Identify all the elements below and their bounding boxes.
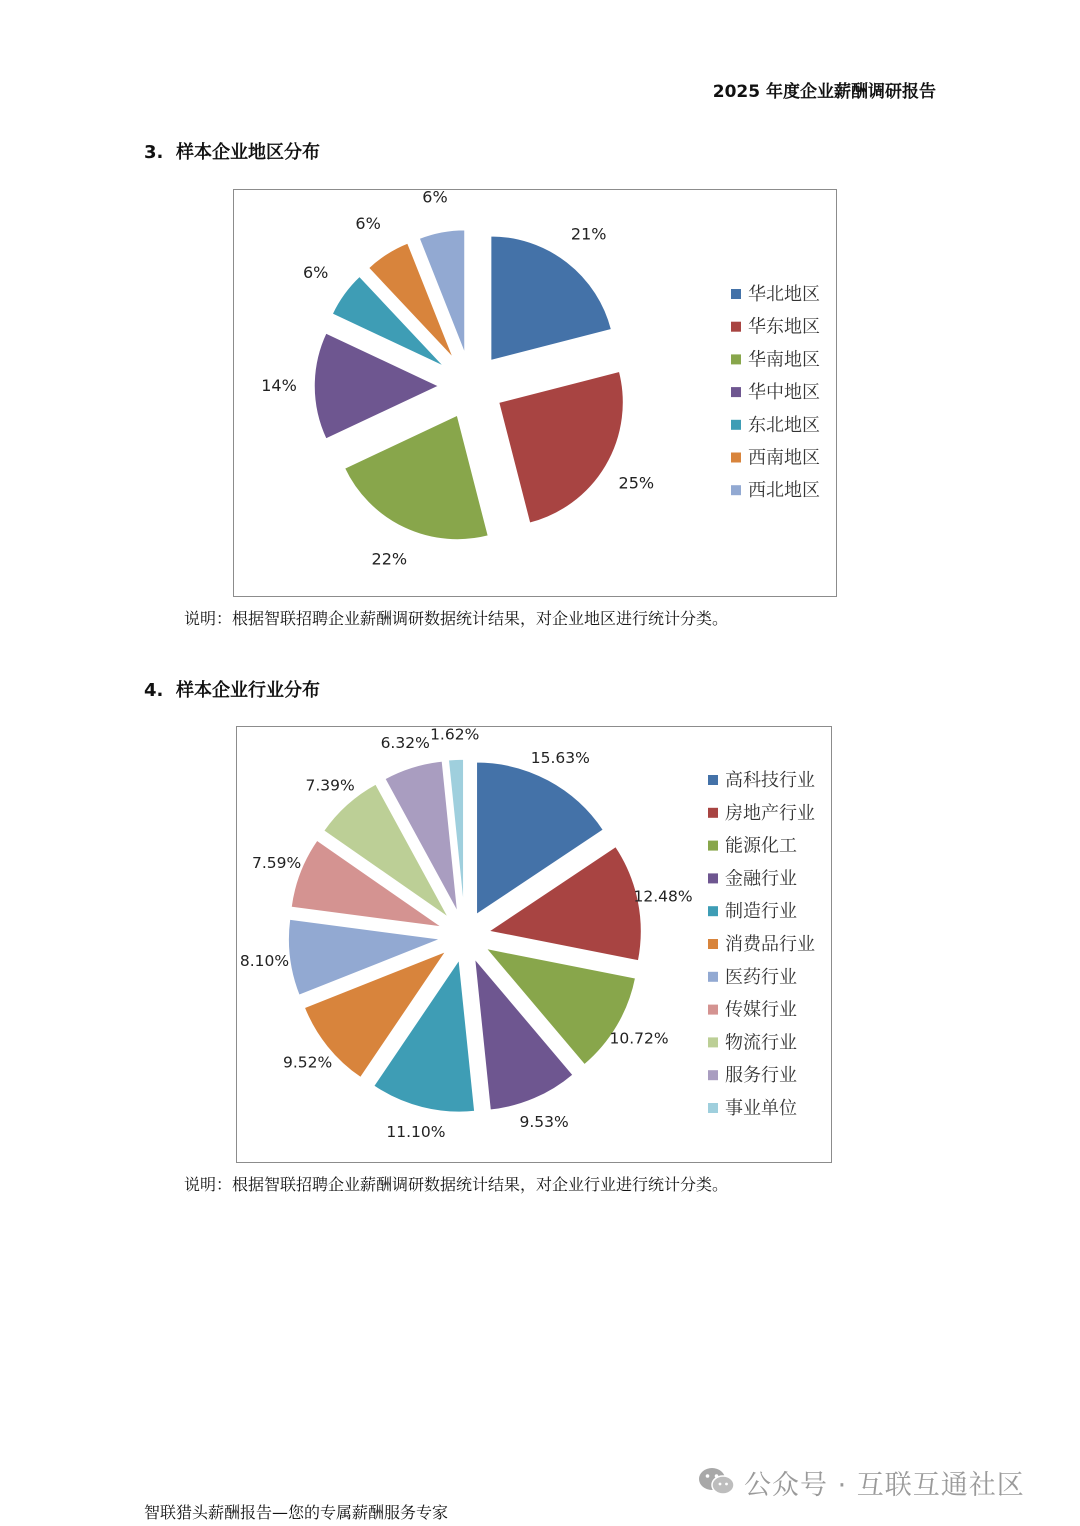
legend-swatch [708, 1070, 718, 1080]
legend-label: 服务行业 [725, 1065, 797, 1087]
legend-item-2 [731, 317, 820, 338]
data-label-6: 9.52% [282, 1053, 333, 1072]
data-label-4: 9.53% [519, 1112, 569, 1131]
region-pie-svg [234, 190, 838, 598]
legend-label: 金融行业 [725, 868, 797, 890]
legend-label: 西南地区 [748, 447, 820, 469]
legend-item-3 [731, 348, 820, 370]
legend-label: 华中地区 [748, 382, 820, 404]
data-label-8: 7.59% [251, 854, 302, 873]
legend-label: 医药行业 [725, 966, 797, 988]
data-label-9: 7.39% [305, 776, 355, 795]
legend-item-6 [731, 447, 820, 469]
footer-tagline: 智联猎头薪酬报告—您的专属薪酬服务专家 [144, 1503, 449, 1522]
report-title: 2025 年度企业薪酬调研报告 [712, 82, 936, 102]
legend-swatch [731, 387, 741, 397]
legend-label: 传媒行业 [725, 999, 797, 1021]
data-label-11: 1.62% [430, 727, 480, 744]
legend-swatch [708, 1037, 718, 1047]
legend-swatch [731, 420, 741, 430]
legend-item-11 [708, 1098, 797, 1119]
legend-label: 西北地区 [748, 480, 820, 502]
watermark [698, 1462, 1025, 1502]
pie-slice-2 [499, 371, 624, 523]
region-chart-note: 说明：根据智联招聘企业薪酬调研数据统计结果，对企业地区进行统计分类。 [184, 609, 729, 628]
data-label-5: 6% [303, 263, 329, 283]
watermark-text: 公众号 · 互联互通社区 [744, 1469, 1025, 1501]
wechat-icon [698, 1466, 736, 1498]
legend-swatch [708, 808, 718, 818]
data-label-7: 8.10% [239, 951, 290, 970]
legend-swatch [708, 1005, 718, 1015]
legend-swatch [708, 972, 718, 982]
industry-chart-note: 说明：根据智联招聘企业薪酬调研数据统计结果，对企业行业进行统计分类。 [184, 1175, 729, 1194]
data-label-2: 12.48% [633, 887, 693, 906]
legend-item-3 [708, 836, 797, 857]
legend-item-7 [731, 480, 820, 501]
pie-slice-3 [344, 415, 488, 540]
legend-swatch [731, 289, 741, 299]
legend-item-10 [708, 1065, 797, 1086]
legend-item-7 [708, 967, 797, 988]
legend-item-4 [708, 868, 797, 889]
legend-swatch [708, 939, 718, 949]
legend-swatch [708, 841, 718, 851]
data-label-6: 6% [355, 213, 381, 233]
legend-label: 消费品行业 [725, 934, 815, 955]
legend-swatch [731, 354, 741, 364]
legend-item-5 [708, 901, 797, 922]
legend-label: 房地产行业 [725, 802, 815, 824]
legend-label: 能源化工 [725, 835, 797, 857]
industry-pie-chart [236, 726, 832, 1163]
legend-item-9 [708, 1032, 797, 1053]
legend-label: 东北地区 [748, 414, 820, 436]
legend-label: 制造行业 [725, 901, 797, 923]
legend-swatch [708, 775, 718, 785]
data-label-3: 22% [371, 549, 408, 569]
data-label-1: 21% [570, 224, 607, 244]
industry-pie-svg [237, 727, 833, 1164]
data-label-10: 6.32% [380, 734, 430, 752]
legend-item-5 [731, 415, 820, 436]
legend-swatch [708, 873, 718, 883]
data-label-1: 15.63% [530, 748, 590, 767]
legend-label: 事业单位 [725, 1098, 797, 1119]
legend-label: 华东地区 [748, 316, 820, 338]
section-heading-region [144, 140, 320, 166]
legend-label: 物流行业 [725, 1032, 797, 1054]
section-number: 3. [144, 142, 164, 163]
legend-item-6 [708, 934, 815, 955]
data-label-2: 25% [618, 473, 655, 493]
data-label-5: 11.10% [386, 1122, 446, 1141]
region-pie-chart [233, 189, 837, 597]
legend-label: 华北地区 [748, 284, 820, 305]
legend-swatch [708, 1103, 718, 1113]
legend-label: 华南地区 [748, 349, 820, 371]
legend-swatch [708, 906, 718, 916]
section-number: 4. [144, 680, 164, 701]
data-label-7: 6% [422, 190, 448, 207]
legend-swatch [731, 322, 741, 332]
pie-slice-1 [491, 236, 612, 361]
legend-swatch [731, 485, 741, 495]
legend-label: 高科技行业 [725, 770, 815, 791]
legend-item-1 [731, 284, 820, 305]
legend-item-8 [708, 1000, 797, 1021]
section-title: 样本企业地区分布 [176, 142, 320, 163]
section-title: 样本企业行业分布 [176, 680, 320, 701]
section-heading-industry [144, 678, 320, 704]
legend-item-1 [708, 770, 815, 791]
data-label-3: 10.72% [609, 1029, 669, 1048]
legend-swatch [731, 453, 741, 463]
legend-item-2 [708, 803, 815, 824]
legend-item-4 [731, 382, 820, 403]
data-label-4: 14% [261, 376, 297, 395]
